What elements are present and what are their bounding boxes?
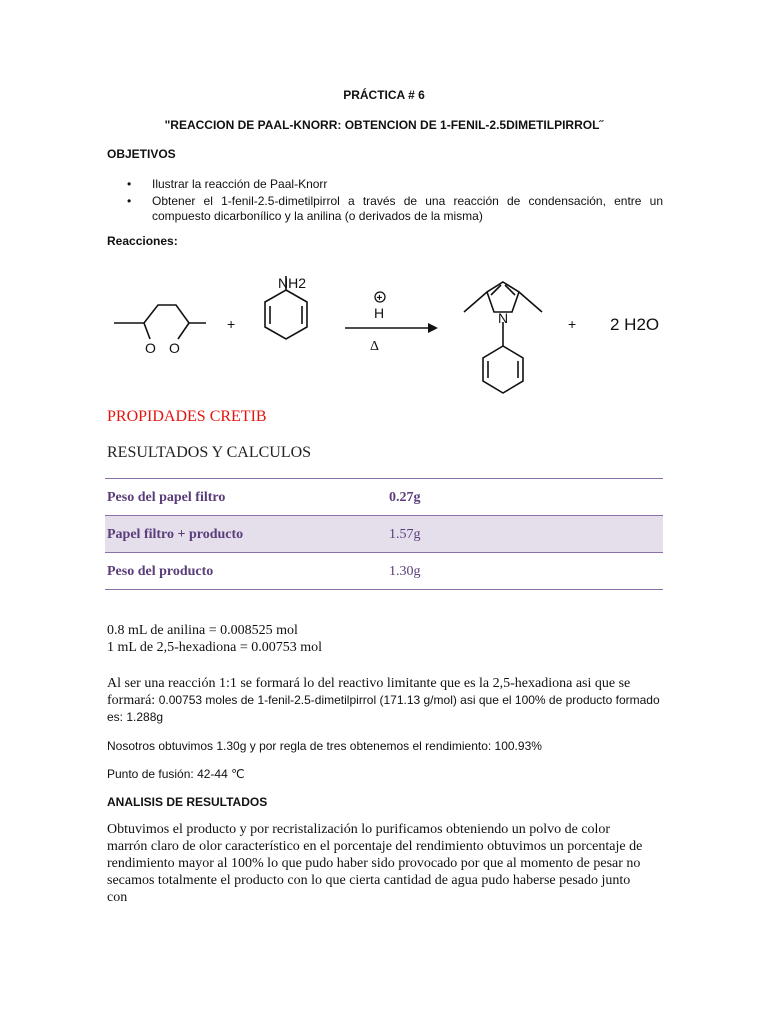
carbonyl-bond-left xyxy=(144,323,150,339)
reaction-scheme xyxy=(100,268,680,398)
analysis-text: Obtuvimos el producto y por recristalización lo purificamos obteniendo un polvo de color marrón claro de olor característico en el porcentaje del rendimiento obtuvimos un porcentaje de rendimiento mayor al 100% lo que pudo haber sido provocado por que al momento de pesar no secamos totalmente el producto con lo que cierta cantidad de agua pudo haberse pesado junto con xyxy=(107,822,643,905)
results-heading: RESULTADOS Y CALCULOS xyxy=(107,444,312,461)
reactions-heading: Reacciones: xyxy=(107,234,178,248)
table-rule xyxy=(105,589,663,590)
calc-paragraph: Al ser una reacción 1:1 se formará lo del reactivo limitante que es la 2,5-hexadiona asi que se formará: 0.00753 moles de 1-fenil-2.5-dimetilpirrol (171.13 g/mol) asi que el 100% de producto formado es: 1.288g xyxy=(107,676,660,724)
row-label: Papel filtro + producto xyxy=(107,527,244,542)
oxygen-left-label: O xyxy=(145,340,156,356)
carbonyl-bond-right xyxy=(178,323,189,339)
objectives-list xyxy=(107,177,663,226)
table-row xyxy=(105,516,663,552)
yield-text: Nosotros obtuvimos 1.30g y por regla de tres obtenemos el rendimiento: 100.93% xyxy=(107,739,542,753)
table-row xyxy=(105,479,663,515)
row-value: 1.30g xyxy=(389,564,421,579)
catalyst-label: H xyxy=(374,305,385,321)
list-item: • Obtener el 1-fenil-2.5-dimetilpirrol a través de una reacción de condensación, entre un compuesto dicarbonílico y la anilina (o derivados de la misma) xyxy=(127,194,663,223)
methyl-bond-left xyxy=(464,292,487,312)
aniline-ring xyxy=(265,290,307,339)
row-label: Peso del producto xyxy=(107,564,214,579)
plus-sign-1: + xyxy=(227,316,236,332)
amine-label: NH2 xyxy=(278,275,307,291)
results-table xyxy=(105,478,663,590)
oxygen-right-label: O xyxy=(169,340,180,356)
water-label: 2 H2O xyxy=(610,315,660,334)
hexanedione-skeleton xyxy=(114,305,206,323)
nitrogen-label: N xyxy=(498,310,509,326)
objectives-heading: OBJETIVOS xyxy=(107,147,176,161)
row-value: 0.27g xyxy=(389,490,421,505)
practice-subtitle: "REACCION DE PAAL-KNORR: OBTENCION DE 1-FENIL-2.5DIMETILPIRROL˝ xyxy=(164,118,604,132)
table-row xyxy=(105,553,663,589)
page-title: PRÁCTICA # 6 xyxy=(343,88,425,102)
cretib-heading: PROPIDADES CRETIB xyxy=(107,408,267,425)
list-item: • Ilustrar la reacción de Paal-Knorr xyxy=(127,177,328,191)
plus-charge: + xyxy=(376,293,383,304)
arrow-head xyxy=(428,323,438,333)
row-value: 1.57g xyxy=(389,527,421,542)
calc-hexanedione: 1 mL de 2,5-hexadiona = 0.00753 mol xyxy=(107,640,323,655)
heat-label: Δ xyxy=(370,339,380,354)
analysis-heading: ANALISIS DE RESULTADOS xyxy=(107,795,268,809)
row-label: Peso del papel filtro xyxy=(107,490,226,505)
melting-point-text: Punto de fusión: 42-44 ℃ xyxy=(107,767,245,781)
calc-aniline: 0.8 mL de anilina = 0.008525 mol xyxy=(107,623,298,638)
pyrrole-ring xyxy=(487,282,519,312)
phenyl-ring xyxy=(483,346,523,393)
plus-sign-2: + xyxy=(568,316,577,332)
methyl-bond-right xyxy=(519,292,542,312)
